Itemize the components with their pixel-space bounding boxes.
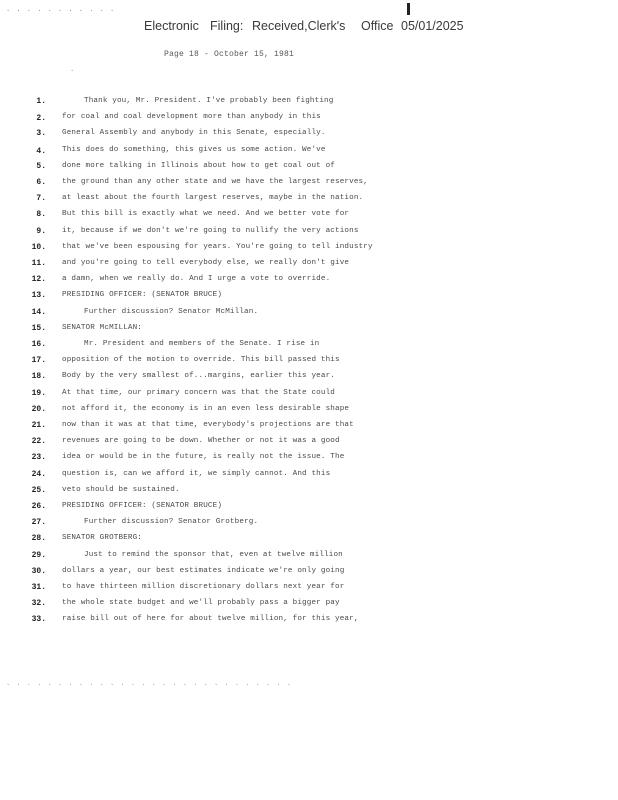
transcript-line xyxy=(0,113,618,129)
stamp-electronic: Electronic xyxy=(144,19,199,33)
line-text: Mr. President and members of the Senate. I rise in xyxy=(84,340,320,348)
transcript-line xyxy=(0,518,618,534)
line-number: 27. xyxy=(31,518,46,528)
line-text: and you're going to tell everybody else, we really don't give xyxy=(62,259,350,267)
line-text: Thank you, Mr. President. I've probably been fighting xyxy=(84,97,334,105)
line-text: veto should be sustained. xyxy=(62,485,180,494)
line-text: not afford it, the economy is in an even less desirable shape xyxy=(62,404,350,413)
line-text: for coal and coal development more than anybody in this xyxy=(62,113,321,122)
transcript-line xyxy=(0,243,618,259)
transcript-line xyxy=(0,583,618,599)
line-number: 12. xyxy=(31,275,46,285)
line-number: 8. xyxy=(36,210,46,220)
scan-speckle: . . . . . . . . . . . xyxy=(6,6,116,14)
stamp-received: Received,Clerk's xyxy=(252,19,346,33)
transcript-line xyxy=(0,275,618,291)
stamp-office: Office xyxy=(361,19,394,33)
line-number: 23. xyxy=(31,453,46,463)
line-number: 20. xyxy=(31,404,46,414)
line-number: 29. xyxy=(31,550,46,560)
line-number: 6. xyxy=(36,178,46,187)
line-text: SENATOR GROTBERG: xyxy=(62,534,143,543)
transcript-line xyxy=(0,162,618,178)
transcript-line xyxy=(0,210,618,226)
line-number: 24. xyxy=(31,469,46,479)
line-number: 11. xyxy=(31,259,46,268)
line-text: idea or would be in the future, is really not the issue. The xyxy=(62,453,345,462)
line-number: 19. xyxy=(31,388,46,398)
line-number: 16. xyxy=(31,340,46,349)
line-text: Further discussion? Senator Grotberg. xyxy=(84,518,259,527)
line-number: 33. xyxy=(31,615,46,625)
transcript-line xyxy=(0,470,618,486)
line-number: 28. xyxy=(31,534,46,544)
transcript-line xyxy=(0,567,618,583)
line-text: Body by the very smallest of...margins, earlier this year. xyxy=(62,372,336,381)
scan-mark xyxy=(407,3,410,15)
transcript-line xyxy=(0,372,618,388)
transcript-line xyxy=(0,259,618,275)
transcript-line xyxy=(0,324,618,340)
line-text: raise bill out of here for about twelve million, for this year, xyxy=(62,615,359,624)
line-text: At that time, our primary concern was that the State could xyxy=(62,388,336,397)
line-number: 25. xyxy=(31,485,46,495)
line-text: now than it was at that time, everybody's projections are that xyxy=(62,421,354,429)
transcript-line xyxy=(0,227,618,243)
line-text: a damn, when we really do. And I urge a vote to override. xyxy=(62,275,331,284)
page-header: Page 18 - October 15, 1981 xyxy=(164,50,295,59)
line-number: 22. xyxy=(31,437,46,447)
transcript-line xyxy=(0,146,618,162)
line-number: 4. xyxy=(36,146,46,156)
transcript-line xyxy=(0,97,618,113)
line-number: 30. xyxy=(31,566,46,576)
transcript-line xyxy=(0,194,618,210)
line-text: done more talking in Illinois about how to get coal out of xyxy=(62,161,336,170)
line-number: 13. xyxy=(31,291,46,301)
transcript-line xyxy=(0,534,618,550)
transcript-line xyxy=(0,502,618,518)
line-number: 32. xyxy=(31,599,46,609)
filing-stamp xyxy=(0,19,618,39)
stamp-filing: Filing: xyxy=(210,19,244,33)
line-text: PRESIDING OFFICER: (SENATOR BRUCE) xyxy=(62,291,223,300)
line-number: 14. xyxy=(31,307,46,317)
line-text: This does do something, this gives us some action. We've xyxy=(62,145,326,154)
line-text: General Assembly and anybody in this Senate, especially. xyxy=(62,129,326,138)
line-number: 21. xyxy=(31,421,46,430)
line-text: PRESIDING OFFICER: (SENATOR BRUCE) xyxy=(62,502,223,510)
scan-speckle: . xyxy=(70,66,76,74)
transcript-line xyxy=(0,551,618,567)
line-number: 9. xyxy=(36,226,46,236)
line-text: Further discussion? Senator McMillan. xyxy=(84,307,259,316)
transcript-line xyxy=(0,356,618,372)
transcript-line xyxy=(0,453,618,469)
line-number: 26. xyxy=(31,502,46,511)
line-number: 5. xyxy=(36,161,46,171)
transcript-line xyxy=(0,486,618,502)
transcript-line xyxy=(0,308,618,324)
line-text: the ground than any other state and we have the largest reserves, xyxy=(62,178,368,186)
line-text: that we've been espousing for years. You're going to tell industry xyxy=(62,242,373,251)
line-text: opposition of the motion to override. This bill passed this xyxy=(62,356,340,365)
transcript-line xyxy=(0,599,618,615)
line-number: 15. xyxy=(31,323,46,333)
line-text: Just to remind the sponsor that, even at twelve million xyxy=(84,550,343,559)
transcript-line xyxy=(0,437,618,453)
line-text: But this bill is exactly what we need. And we better vote for xyxy=(62,210,350,219)
transcript-line xyxy=(0,405,618,421)
line-text: at least about the fourth largest reserves, maybe in the nation. xyxy=(62,194,364,203)
line-number: 18. xyxy=(31,372,46,382)
scan-speckle: . . . . . . . . . . . . . . . . . . . . . . . . . . . . xyxy=(6,680,293,688)
line-number: 2. xyxy=(36,114,46,124)
transcript-line xyxy=(0,291,618,307)
line-number: 31. xyxy=(31,583,46,592)
line-text: dollars a year, our best estimates indicate we're only going xyxy=(62,566,345,575)
transcript-line xyxy=(0,129,618,145)
transcript-line xyxy=(0,615,618,631)
line-text: to have thirteen million discretionary dollars next year for xyxy=(62,583,345,591)
transcript-line xyxy=(0,389,618,405)
line-text: SENATOR McMILLAN: xyxy=(62,323,143,332)
line-text: question is, can we afford it, we simply cannot. And this xyxy=(62,469,331,478)
line-text: revenues are going to be down. Whether or not it was a good xyxy=(62,437,340,446)
transcript-line xyxy=(0,421,618,437)
transcript-line xyxy=(0,340,618,356)
line-text: it, because if we don't we're going to nullify the very actions xyxy=(62,226,359,235)
transcript-line xyxy=(0,178,618,194)
line-text: the whole state budget and we'll probably pass a bigger pay xyxy=(62,599,340,608)
line-number: 10. xyxy=(31,242,46,252)
line-number: 1. xyxy=(36,97,46,106)
line-number: 17. xyxy=(31,356,46,366)
line-number: 7. xyxy=(36,194,46,204)
stamp-date: 05/01/2025 xyxy=(401,19,464,33)
line-number: 3. xyxy=(36,129,46,139)
